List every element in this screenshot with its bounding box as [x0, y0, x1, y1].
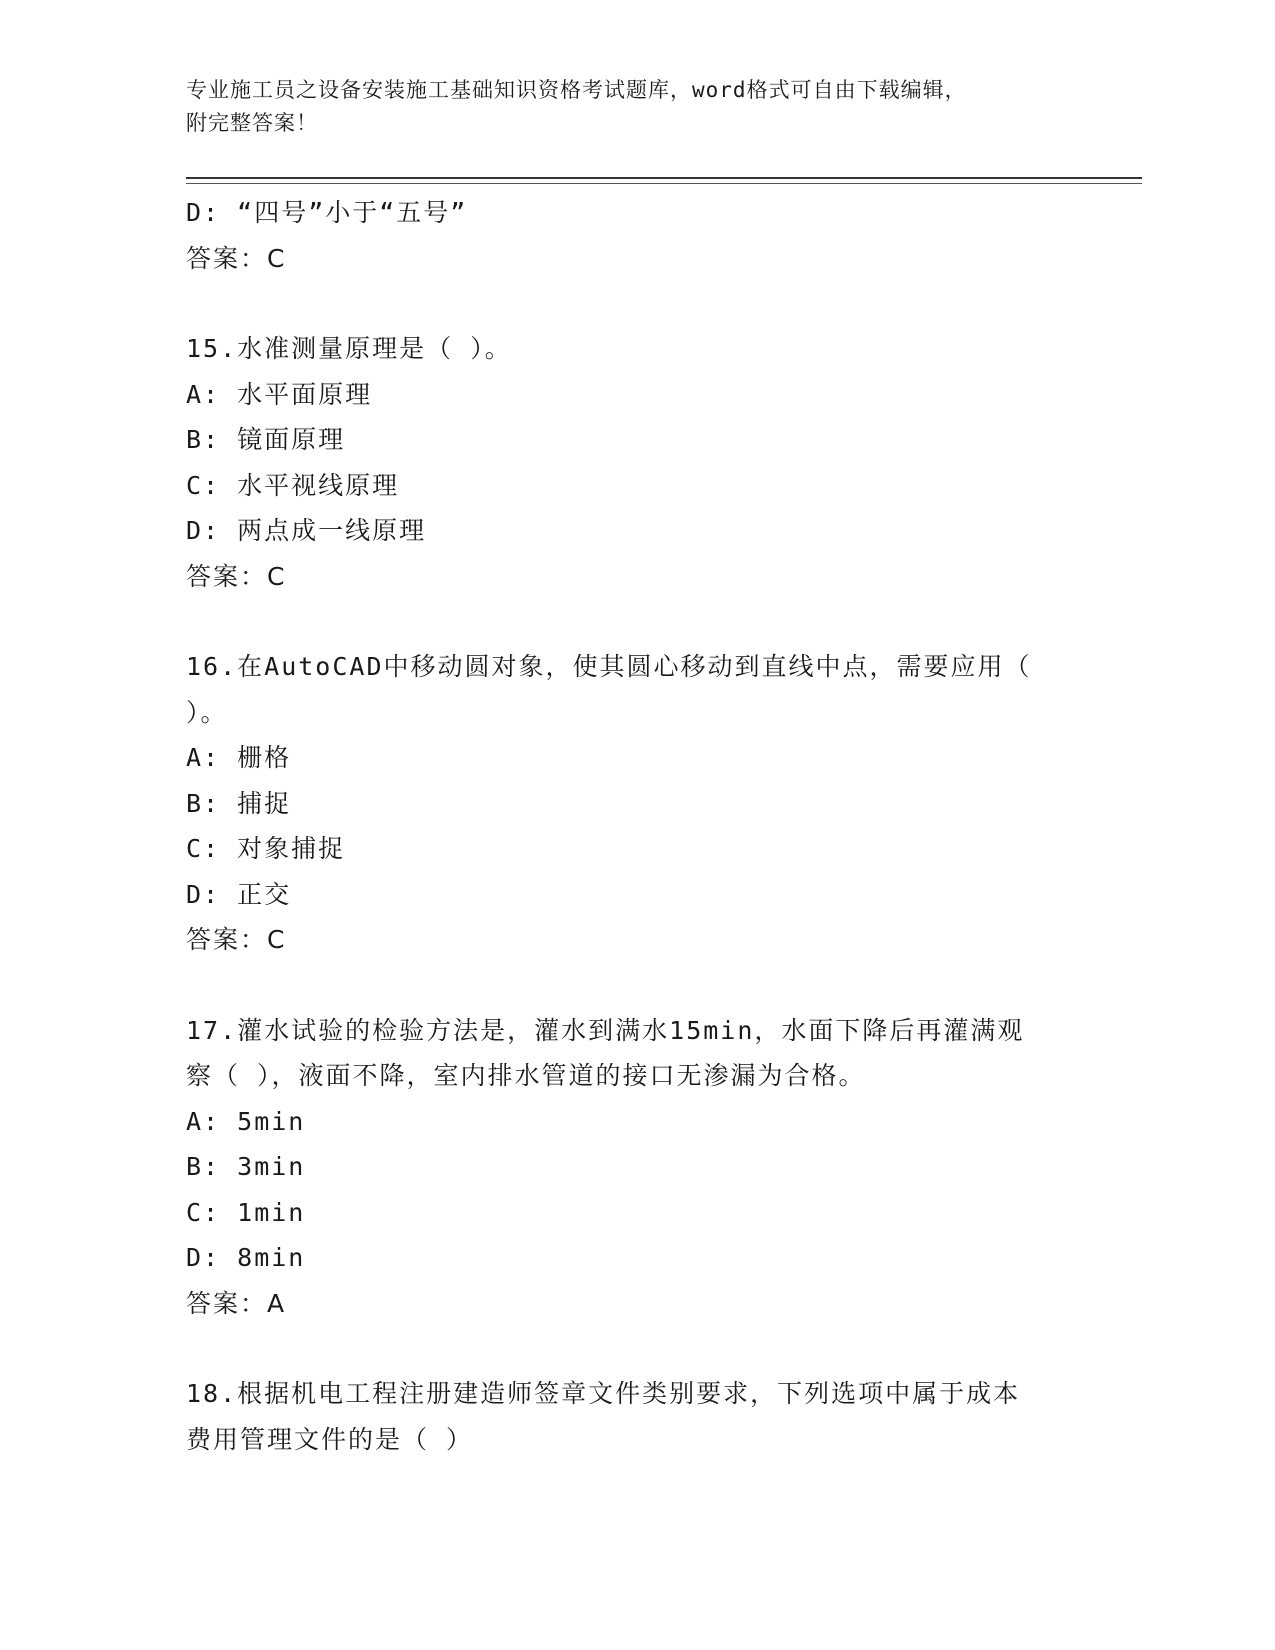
- prev-option-d: D: “四号”小于“五号”: [186, 198, 468, 227]
- spacer: [186, 1326, 1086, 1371]
- q17-option-a: A: 5min: [186, 1106, 306, 1136]
- q17-option-d: D: 8min: [186, 1243, 306, 1272]
- q17-question-line-1: 17.灌水试验的检验方法是，灌水到满水15min，水面下降后再灌满观: [186, 1015, 1025, 1045]
- spacer: [186, 963, 1086, 1008]
- q17-option-b: B: 3min: [186, 1152, 306, 1181]
- q15-option-d: D: 两点成一线原理: [186, 516, 427, 545]
- q15-option-b: B: 镜面原理: [186, 425, 346, 454]
- q15-question: 15.水准测量原理是（ ）。: [186, 334, 512, 363]
- header-divider-thin: [186, 183, 1142, 184]
- q16-option-c: C: 对象捕捉: [186, 834, 346, 863]
- question-list: [186, 190, 1086, 1462]
- spacer: [186, 281, 1086, 326]
- q18-question-line-1: 18.根据机电工程注册建造师签章文件类别要求，下列选项中属于成本: [186, 1379, 1021, 1408]
- header-line-1: 专业施工员之设备安装施工基础知识资格考试题库，word格式可自由下载编辑，: [186, 78, 967, 102]
- q16-answer: 答案：C: [186, 925, 287, 954]
- q17-answer: 答案：A: [186, 1288, 287, 1318]
- header-line-2: 附完整答案！: [186, 111, 318, 135]
- q17-question-line-2: 察（ ），液面不降，室内排水管道的接口无渗漏为合格。: [186, 1061, 866, 1090]
- q15-option-c: C: 水平视线原理: [186, 470, 400, 500]
- q16-option-d: D: 正交: [186, 879, 292, 909]
- prev-answer: 答案：C: [186, 243, 287, 273]
- q16-option-b: B: 捕捉: [186, 788, 292, 818]
- header-divider-thick: [186, 177, 1142, 179]
- q16-question-line-1: 16.在AutoCAD中移动圆对象，使其圆心移动到直线中点，需要应用（: [186, 652, 1032, 681]
- q15-option-a: A: 水平面原理: [186, 379, 373, 409]
- q17-option-c: C: 1min: [186, 1197, 306, 1227]
- q18-question-line-2: 费用管理文件的是（ ）: [186, 1424, 474, 1454]
- q16-option-a: A: 栅格: [186, 743, 292, 772]
- q16-question-line-2: ）。: [186, 697, 228, 727]
- spacer: [186, 599, 1086, 644]
- q15-answer: 答案：C: [186, 561, 287, 591]
- document-header: [186, 74, 1086, 140]
